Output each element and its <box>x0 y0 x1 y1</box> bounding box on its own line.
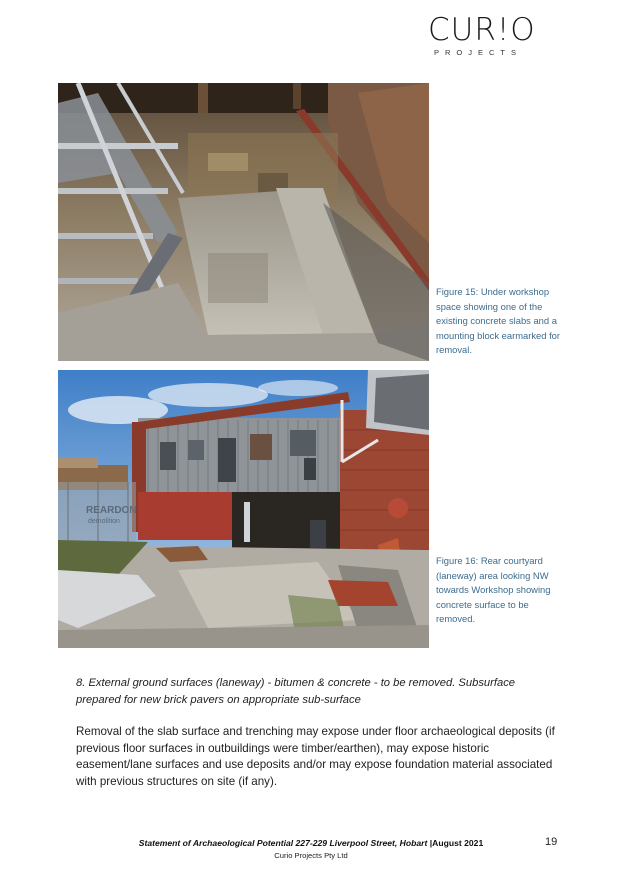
footer-separator: | <box>429 838 433 848</box>
footer-title: Statement of Archaeological Potential 227-229 Liverpool Street, Hobart <box>138 838 428 848</box>
logo-wordmark: CUR!O <box>428 12 536 48</box>
body-paragraph: Removal of the slab surface and trenching may expose under floor archaeological deposits (if previous floor surfaces in outbuildings were timber/earthen), may expose historic easement/lane surfaces and use deposits and/or may expose foundation material associated with previous structures on site (if any). <box>76 725 555 788</box>
figure-16-photo <box>58 370 429 648</box>
curio-projects-logo <box>428 12 544 60</box>
section-subheading: 8. External ground surfaces (laneway) - bitumen & concrete - to be removed. Subsurface prepared for new brick pavers on appropriate sub-surface <box>76 677 516 706</box>
page-number: 19 <box>545 836 558 848</box>
footer-company: Curio Projects Pty Ltd <box>274 851 348 860</box>
figure-15-photo <box>58 83 429 361</box>
footer-date: August 2021 <box>432 838 484 848</box>
footer-line <box>0 838 622 848</box>
figure-16-caption: Figure 16: Rear courtyard (laneway) area looking NW towards Workshop showing concrete surface to be removed. <box>436 555 551 625</box>
page-footer <box>0 838 622 860</box>
fence-sign-sub: demolition <box>88 518 120 525</box>
fence-sign-brand: REARDON <box>86 505 137 516</box>
logo-subtitle: PROJECTS <box>434 48 523 57</box>
figure-15-caption: Figure 15: Under workshop space showing one of the existing concrete slabs and a mounting block earmarked for removal. <box>436 286 561 356</box>
